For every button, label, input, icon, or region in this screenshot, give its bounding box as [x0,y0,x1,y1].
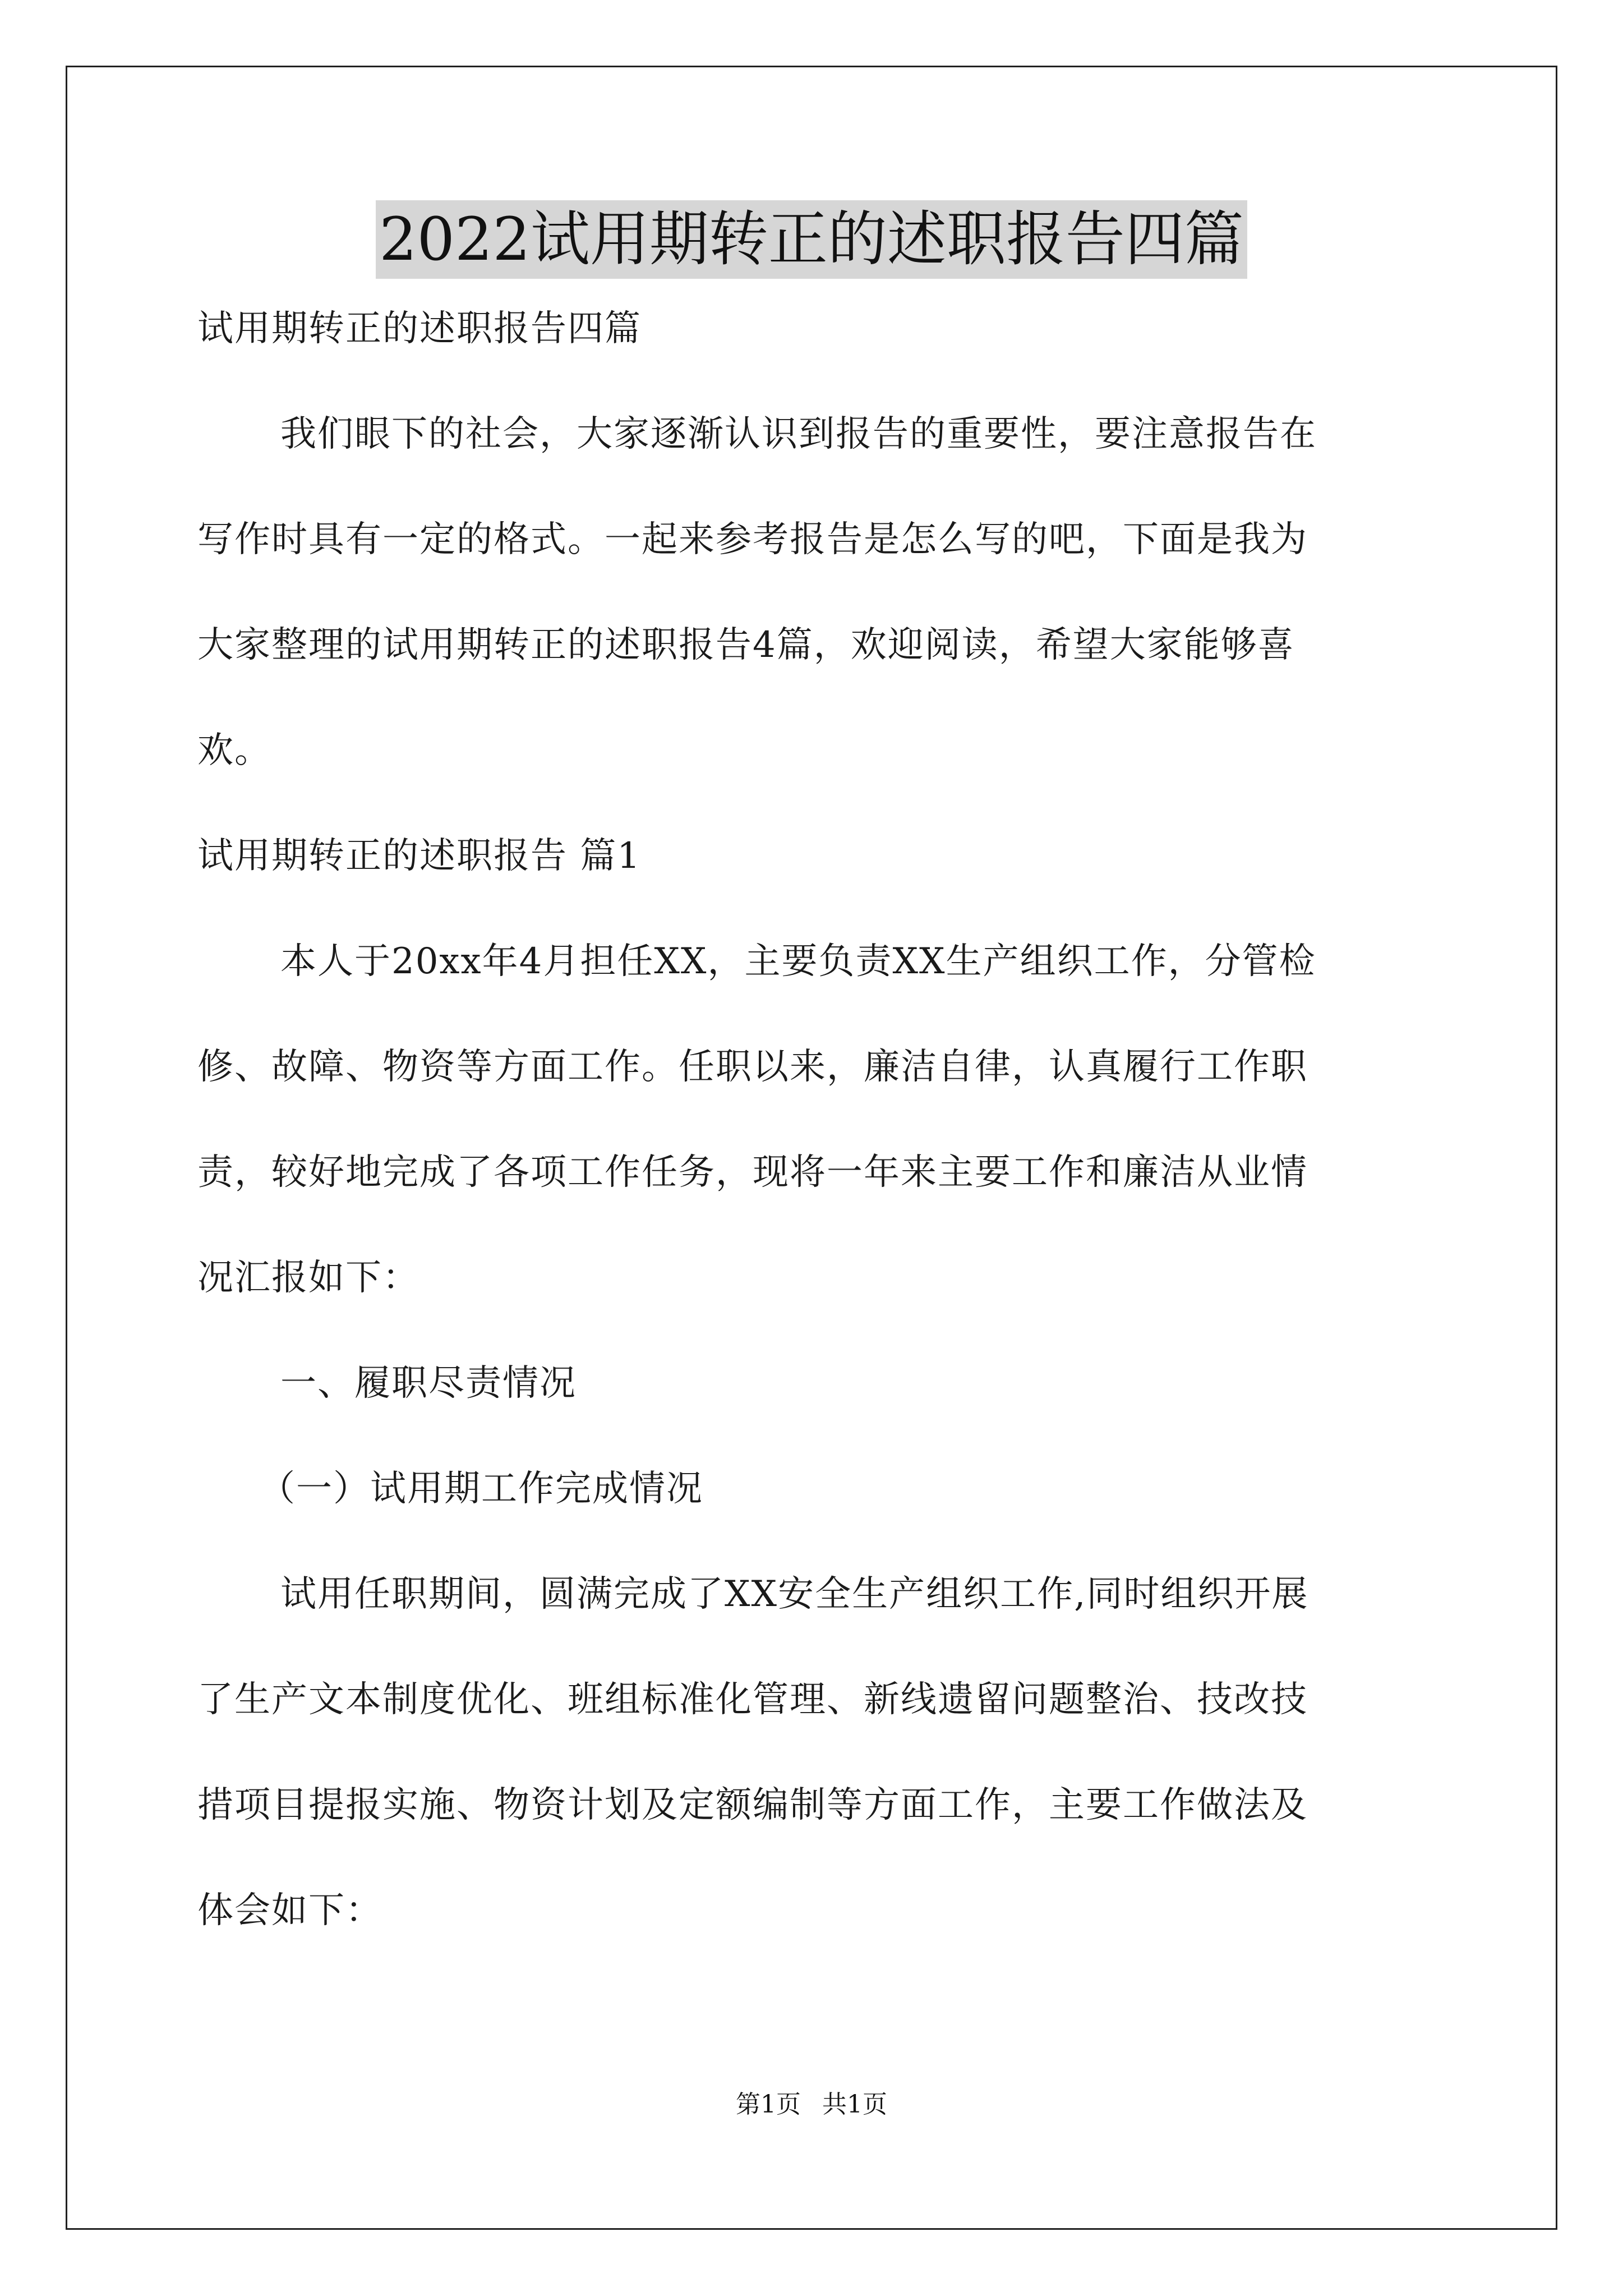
document-title: 2022试用期转正的述职报告四篇 [376,200,1247,279]
paragraph-line: 况汇报如下： [197,1257,419,1299]
paragraph-line: 本人于20xx年4月担任XX，主要负责XX生产组织工作，分管检 [280,941,1316,982]
section-heading: 试用期转正的述职报告 篇1 [197,835,642,877]
paragraph-line: 责，较好地完成了各项工作任务，现将一年来主要工作和廉洁从业情 [197,1152,1308,1193]
document-body [197,303,1434,1990]
page-total: 共1页 [822,2090,887,2119]
paragraph-line: 措项目提报实施、物资计划及定额编制等方面工作，主要工作做法及 [197,1784,1308,1826]
paragraph-line: 大家整理的试用期转正的述职报告4篇，欢迎阅读，希望大家能够喜 [197,624,1295,666]
subsection-heading: 一、履职尽责情况 [280,1363,577,1404]
paragraph-line: 写作时具有一定的格式。一起来参考报告是怎么写的吧，下面是我为 [197,519,1308,560]
paragraph-line: 试用任职期间，圆满完成了XX安全生产组织工作,同时组织开展 [280,1573,1309,1615]
paragraph-line: 修、故障、物资等方面工作。任职以来，廉洁自律，认真履行工作职 [197,1046,1308,1088]
subsection-heading: （一）试用期工作完成情况 [259,1468,703,1510]
paragraph-line: 体会如下： [197,1890,382,1931]
subtitle-line: 试用期转正的述职报告四篇 [197,308,642,349]
page-footer [0,2088,1623,2122]
paragraph-line: 欢。 [197,730,271,771]
page-number: 第1页 [736,2090,801,2119]
paragraph-line: 了生产文本制度优化、班组标准化管理、新线遗留问题整治、技改技 [197,1679,1308,1720]
title-container [0,200,1623,279]
paragraph-line: 我们眼下的社会，大家逐渐认识到报告的重要性，要注意报告在 [280,413,1317,455]
